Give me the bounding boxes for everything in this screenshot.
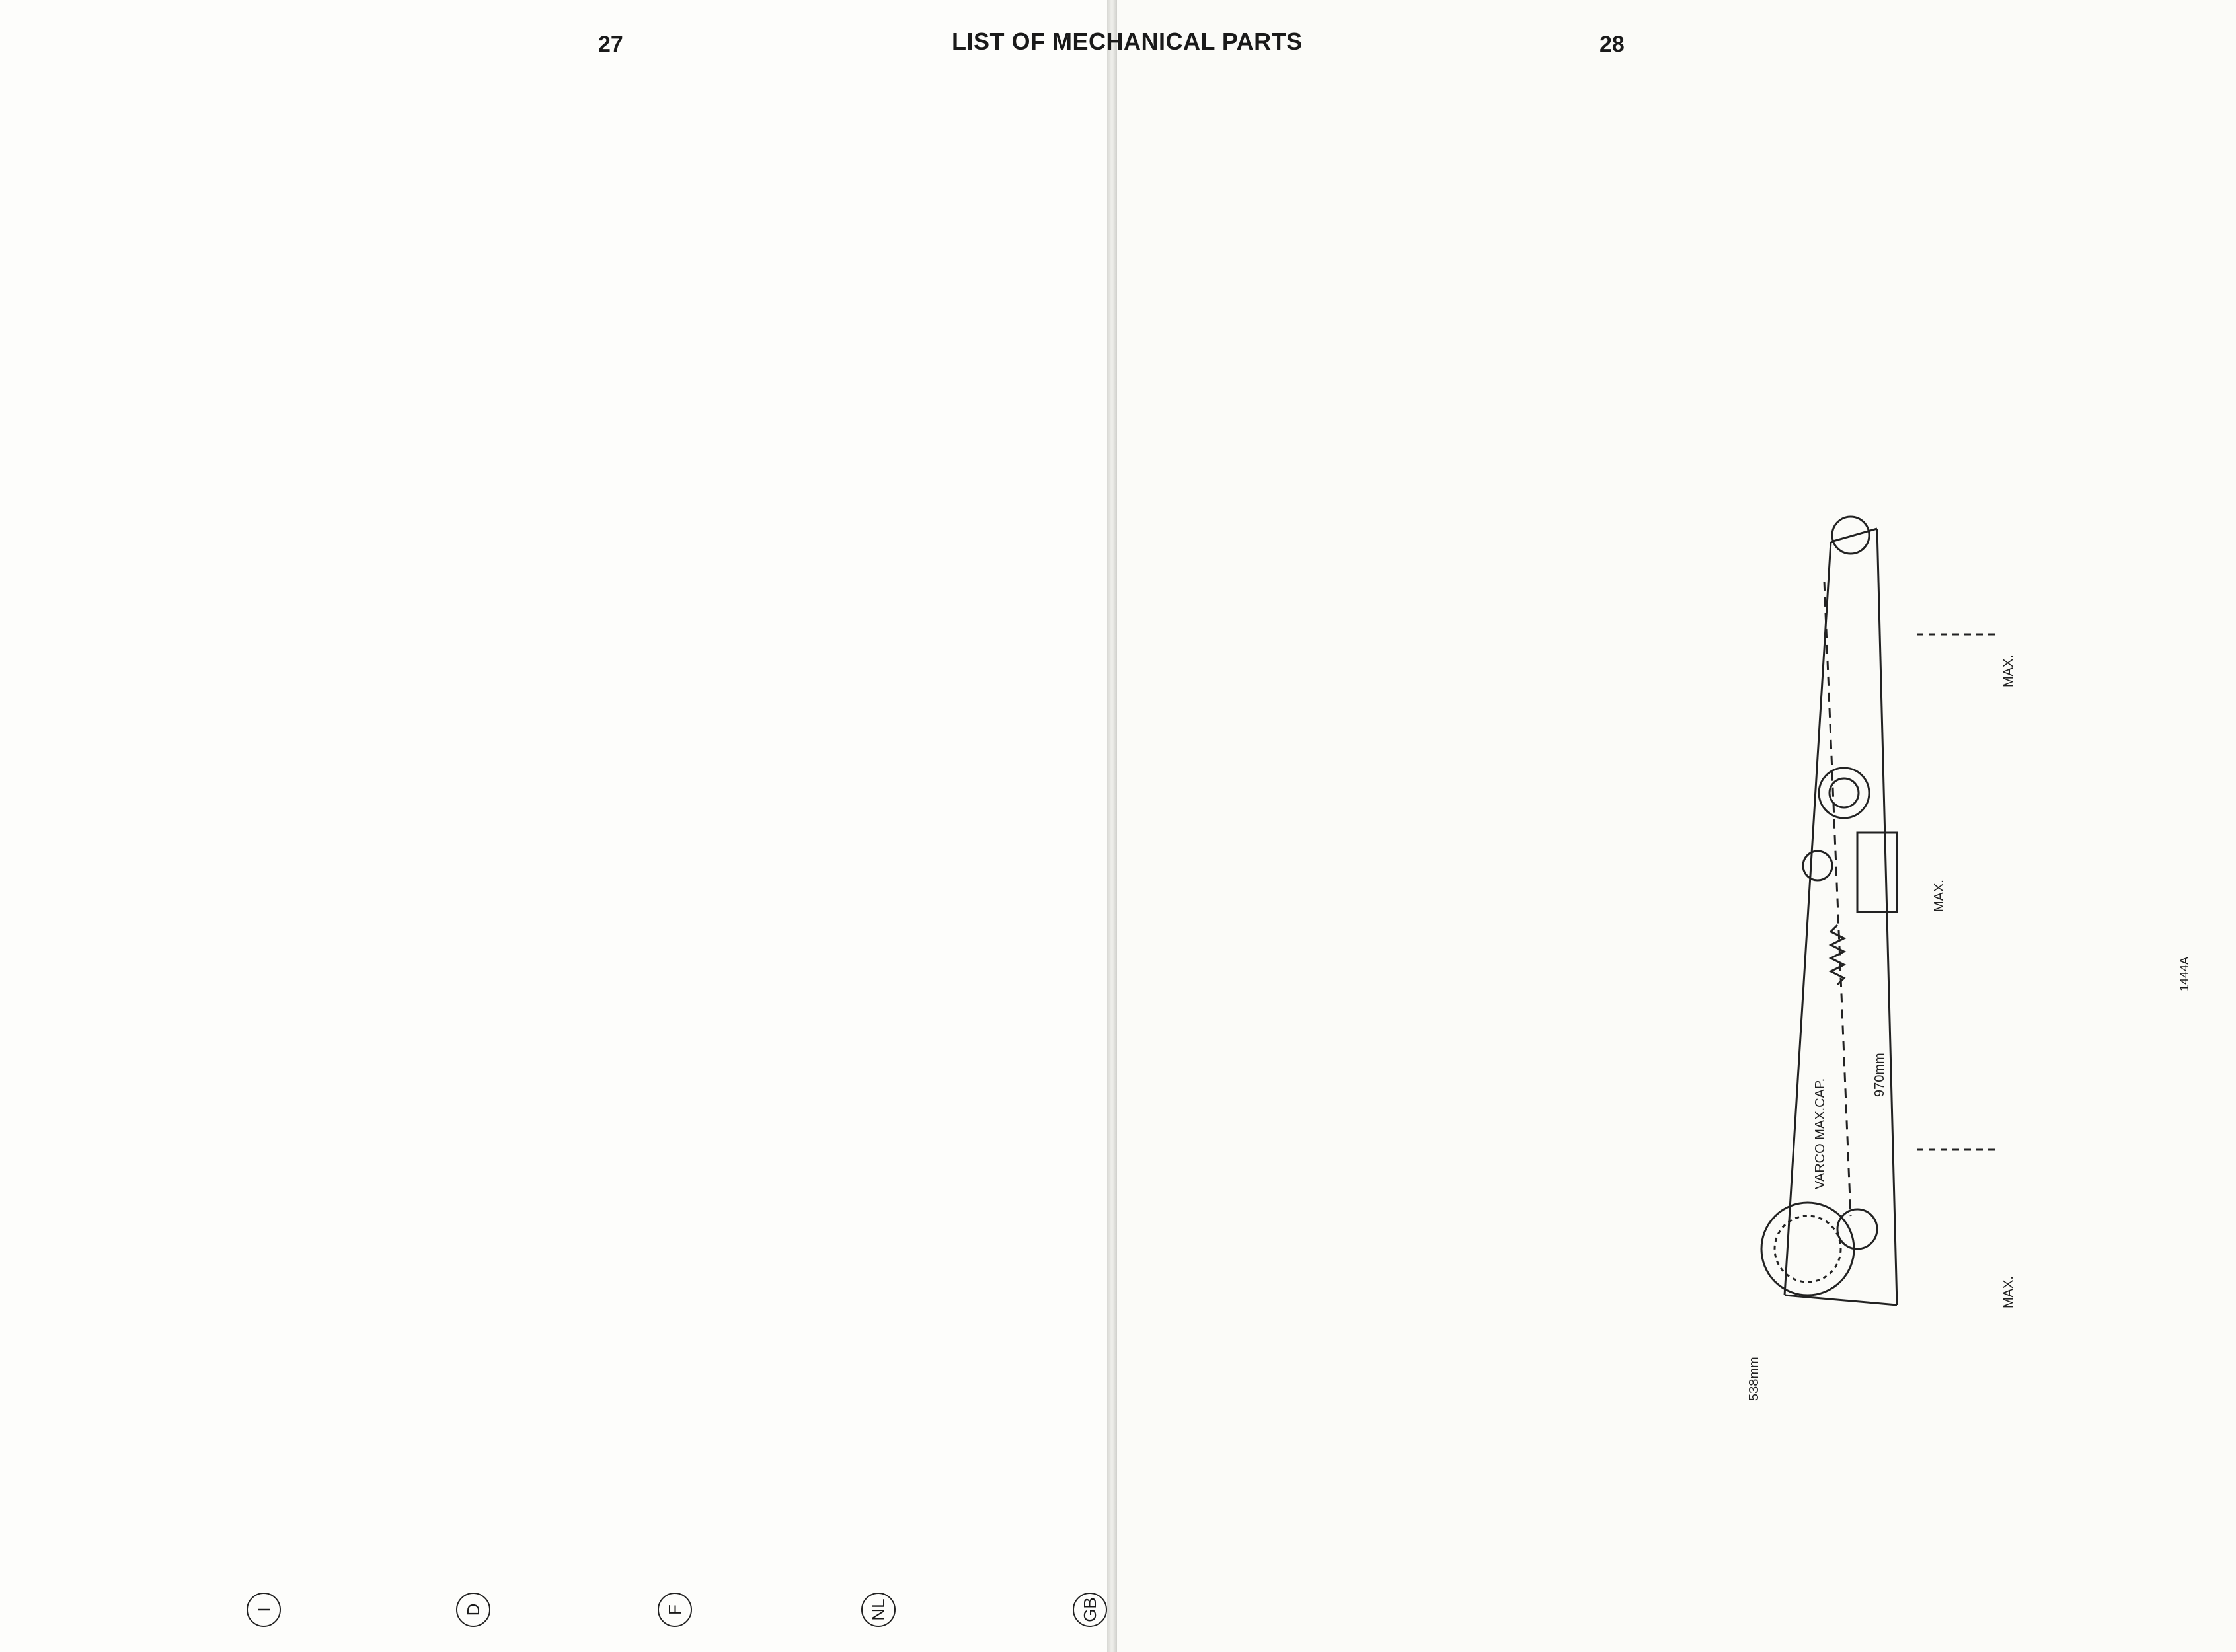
- language-badge-gb: GB: [1073, 1593, 1107, 1627]
- diagram-label-max-top: MAX.: [2001, 655, 2016, 687]
- pointer-block: [1857, 833, 1897, 912]
- gearwheel: [1819, 768, 1869, 818]
- language-badge-nl: NL: [861, 1593, 896, 1627]
- column-nl-a: [664, 120, 843, 1587]
- language-badge-d: D: [456, 1593, 490, 1627]
- column-i-a: [36, 120, 254, 1587]
- cord-line: [1877, 529, 1897, 1305]
- page-number-left: 27: [598, 32, 623, 57]
- column-d-a: [258, 120, 469, 1587]
- diagram-label-538: 538mm: [1747, 1357, 1761, 1401]
- diagram-label-970: 970mm: [1872, 1053, 1887, 1097]
- diagram-label-max-mid: MAX.: [1932, 880, 1947, 912]
- column-gb-a: [932, 120, 1104, 1587]
- tension-spring: [1831, 925, 1844, 985]
- parts-table-main: [36, 120, 1107, 1627]
- column-f-a: [473, 120, 661, 1587]
- pulley-bottom: [1837, 1209, 1877, 1249]
- language-badge-i: I: [247, 1593, 281, 1627]
- diagram-label-max-bottom: MAX.: [2001, 1276, 2016, 1308]
- dial-cord-diagram: [1745, 489, 2208, 1414]
- language-badge-f: F: [658, 1593, 692, 1627]
- diagram-label-varco: VARCO MAX.CAP.: [1813, 1078, 1828, 1189]
- page-title: LIST OF MECHANICAL PARTS: [952, 28, 1303, 55]
- column-i-b: [1114, 86, 1332, 1004]
- column-partno-a: [846, 120, 929, 1587]
- column-d-b: [1335, 86, 1543, 1004]
- figure-code: 1444A: [2178, 956, 2191, 991]
- column-f-b: [1547, 86, 1732, 1004]
- page-number-right: 28: [1600, 32, 1625, 57]
